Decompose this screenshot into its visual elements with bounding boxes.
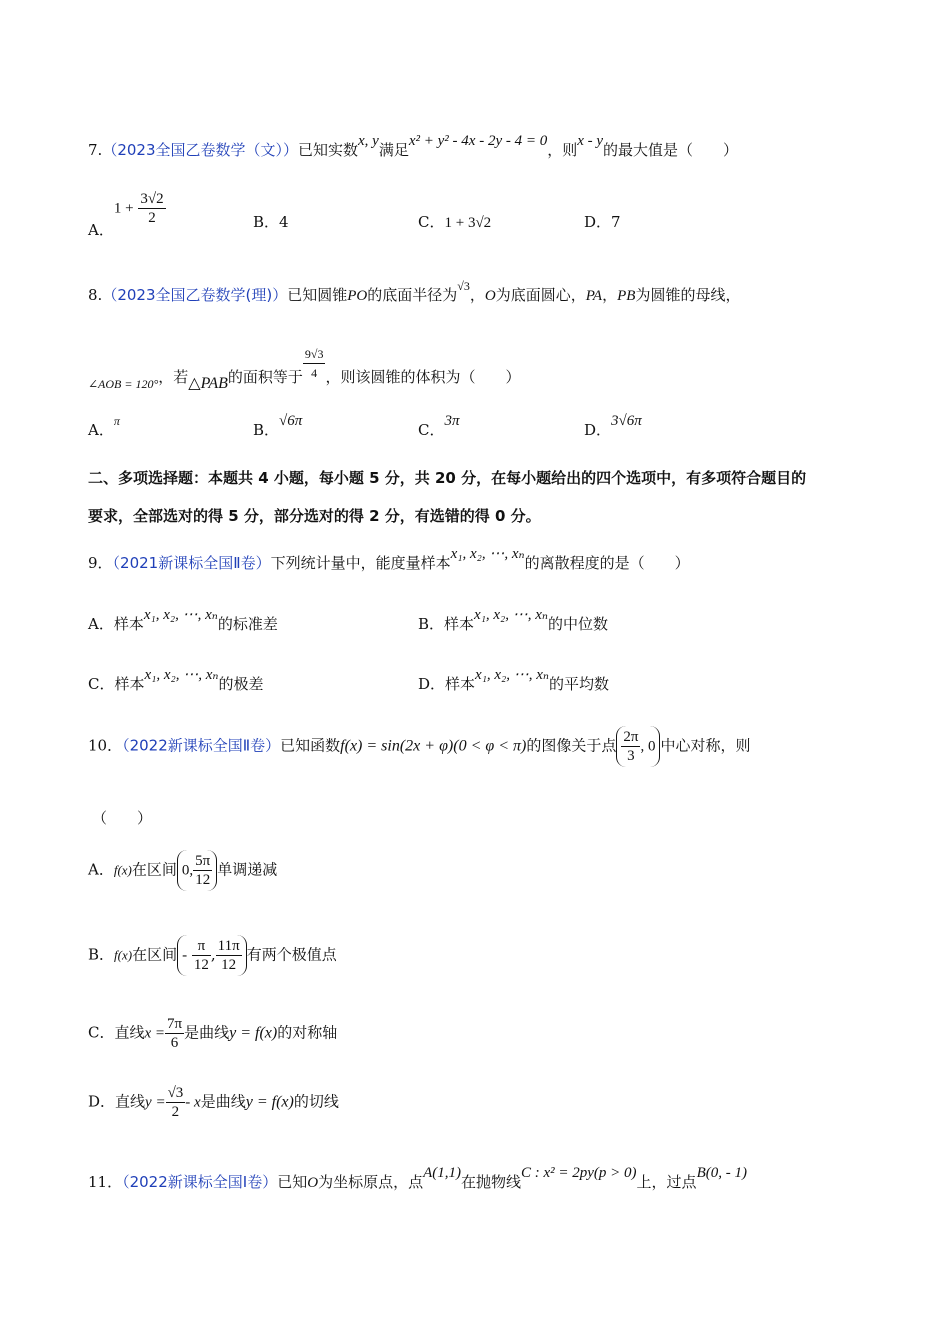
q10-option-b-interval [177, 935, 247, 976]
q9-option-b-post: 的中位数 [548, 615, 609, 633]
q10-text-1: 已知函数 [280, 736, 341, 755]
q9-option-a-pre: A．样本 [88, 615, 144, 633]
q8-text-4: 为底面圆心， [495, 286, 586, 304]
q8-option-a-label: A． [88, 421, 114, 439]
q11-text-4: 上，过点 [636, 1173, 697, 1191]
q8-stem-line1 [88, 279, 741, 306]
q9-text-2: 的离散程度的是（ ） [524, 554, 690, 572]
q8-option-d [584, 413, 642, 441]
q11-text-3: 在抛物线 [460, 1173, 521, 1191]
q9-option-a-post: 的标准差 [217, 615, 278, 633]
q7-stem [88, 133, 739, 161]
q8-option-a-math: π [113, 414, 120, 428]
q9-option-a [88, 607, 278, 635]
q9-number: 9． [88, 554, 113, 572]
q7-option-a-denominator: 2 [148, 210, 156, 226]
section2-heading-line2: 要求，全部选对的得 5 分，部分选对的得 2 分，有选错的得 0 分。 [88, 507, 541, 525]
q9-option-b-pre: B．样本 [418, 615, 475, 633]
q8-text-8: ，则该圆锥的体积为（ ） [325, 367, 521, 386]
q10-option-b-mid: 在区间 [132, 945, 178, 964]
q8-text-2: 的底面半径为 [367, 286, 458, 304]
q9-option-c-pre: C．样本 [88, 675, 145, 693]
q8-text-6: ，若 [158, 367, 189, 386]
q8-text-3: ， [469, 286, 485, 304]
q8-option-b [253, 413, 303, 441]
q7-equation: x² + y² - 4x - 2y - 4 = 0 [408, 133, 548, 149]
q8-source: （2023全国乙卷数学(理)） [102, 286, 288, 304]
q8-option-c [418, 413, 460, 441]
q8-triangle: △PAB [188, 374, 228, 392]
q8-number: 8. [88, 286, 103, 304]
q10-text-2: 的图像关于点 [526, 736, 617, 755]
q8-stem-line2 [88, 345, 521, 392]
q10-option-d-mid: 是曲线 [200, 1092, 246, 1111]
q10-source: （2022新课标全国Ⅱ卷） [122, 736, 281, 755]
q10-option-d-denominator: 2 [171, 1104, 180, 1120]
q10-option-c-x: x = [144, 1025, 166, 1042]
q8-angle: ∠AOB = 120° [88, 376, 159, 391]
q8-option-c-label: C． [418, 421, 445, 439]
q7-option-a-numerator: 3√2 [140, 191, 164, 207]
q10-option-b-fraction-2 [216, 937, 242, 974]
q10-function: f(x) = sin(2x + φ)(0 < φ < π) [340, 737, 527, 755]
q11-number: 11． [88, 1173, 123, 1191]
q10-option-c-denominator: 6 [170, 1035, 179, 1051]
q7-expression: x - y [577, 133, 604, 149]
q8-option-b-label: B． [253, 421, 280, 439]
q8-option-d-math: 3√6π [611, 413, 642, 429]
q9-sequence: x₁, x₂, ⋯, xₙ [450, 546, 525, 562]
q7-option-b: B．4 [253, 213, 289, 231]
q8-po: PO [347, 288, 368, 304]
q10-point-y: , 0 [640, 738, 656, 755]
q10-option-a [88, 850, 277, 891]
q10-option-b-denominator-2: 12 [221, 957, 237, 973]
q9-option-d-sequence: x₁, x₂, ⋯, xₙ [475, 667, 550, 683]
q8-pa: PA [585, 288, 603, 304]
q10-option-d-label: D．直线 [88, 1092, 146, 1111]
q10-option-b-f: f(x) [114, 947, 133, 963]
q11-parabola: C : x² = 2py(p > 0) [521, 1165, 637, 1181]
q10-option-c-numerator: 7π [167, 1016, 183, 1032]
q10-option-a-denominator: 12 [195, 872, 211, 888]
q11-point-b: B(0, - 1) [696, 1165, 747, 1181]
section2-heading-line1: 二、多项选择题：本题共 4 小题，每小题 5 分，共 20 分，在每小题给出的四个选项中，有多项符合题目的 [88, 469, 807, 487]
q10-option-a-label: A． [88, 860, 114, 879]
q10-option-a-numerator: 5π [195, 853, 211, 869]
q10-option-d-curve: y = f(x) [245, 1093, 294, 1111]
q10-option-c-post: 的对称轴 [277, 1023, 338, 1042]
q9-option-b [418, 607, 609, 635]
q7-text-4: 的最大值是（ ） [603, 141, 739, 159]
q10-point-fraction [621, 728, 640, 765]
q8-comma: ， [602, 286, 618, 304]
q11-point-a: A(1,1) [423, 1165, 461, 1181]
q7-text-2: 满足 [378, 141, 409, 159]
q11-o: O [307, 1175, 319, 1191]
q7-option-c-math: 1 + 3√2 [444, 215, 492, 231]
q11-text-1: 已知 [277, 1173, 308, 1191]
q10-answer-blank: （ ） [92, 809, 153, 827]
q9-option-d-post: 的平均数 [549, 675, 610, 693]
q8-text-5: 为圆锥的母线， [635, 286, 741, 304]
q11-text-2: 为坐标原点，点 [318, 1173, 424, 1191]
q10-option-b-negative: - [182, 947, 188, 964]
q8-o: O [484, 288, 496, 304]
q10-option-c-curve: y = f(x) [229, 1024, 278, 1042]
q9-option-c-sequence: x₁, x₂, ⋯, xₙ [144, 667, 219, 683]
q10-option-a-interval [177, 850, 217, 891]
q7-option-a-label: A． [88, 220, 114, 239]
q9-option-a-sequence: x₁, x₂, ⋯, xₙ [143, 607, 218, 623]
q10-point-numerator: 2π [623, 729, 639, 745]
q10-point [616, 726, 660, 767]
q11-stem [88, 1165, 747, 1193]
q9-option-d [418, 667, 610, 695]
q10-option-a-post: 单调递减 [217, 860, 278, 879]
q7-text-1: 已知实数 [298, 141, 359, 159]
q10-option-a-start: 0, [181, 862, 194, 879]
q10-option-d-post: 的切线 [293, 1092, 339, 1111]
q10-stem [88, 726, 750, 767]
q10-option-c-mid: 是曲线 [184, 1023, 230, 1042]
q10-option-a-f: f(x) [113, 862, 132, 878]
q8-option-b-math: √6π [279, 413, 303, 429]
q9-option-b-sequence: x₁, x₂, ⋯, xₙ [474, 607, 549, 623]
q10-option-b-numerator-2: 11π [217, 938, 240, 954]
q10-option-c-fraction [165, 1015, 184, 1052]
q8-area-numerator: 9√3 [303, 345, 326, 364]
q7-option-a-fraction [138, 190, 165, 227]
q10-point-denominator: 3 [627, 748, 635, 764]
q10-option-c [88, 1015, 337, 1052]
q8-text-7: 的面积等于 [227, 367, 303, 386]
q7-option-a-pre: 1 + [113, 200, 134, 217]
q7-option-c-label: C． [418, 213, 445, 231]
q10-option-d [88, 1084, 339, 1121]
q7-option-c [418, 212, 491, 233]
q8-option-c-math: 3π [444, 413, 460, 429]
q10-option-b-separator: , [210, 945, 216, 964]
q7-source: （2023全国乙卷数学（文）） [102, 141, 298, 159]
q7-xy: x, y [358, 133, 379, 149]
q10-option-a-fraction [193, 852, 212, 889]
q10-option-b-denominator-1: 12 [193, 957, 209, 973]
q8-option-a [88, 414, 120, 441]
q10-option-b-post: 有两个极值点 [246, 945, 337, 964]
q11-source: （2022新课标全国Ⅰ卷） [122, 1173, 278, 1191]
q7-number: 7. [88, 141, 103, 159]
q7-option-a [88, 190, 166, 239]
q10-option-d-x: - x [185, 1094, 201, 1111]
q8-radius: √3 [457, 279, 470, 293]
q8-area-fraction [303, 345, 326, 382]
q10-number: 10． [88, 736, 123, 755]
q10-option-b-label: B． [88, 945, 115, 964]
q10-option-d-y: y = [145, 1094, 166, 1111]
q8-pb: PB [617, 288, 636, 304]
q7-text-3: ，则 [547, 141, 578, 159]
q8-area-denominator: 4 [311, 366, 318, 380]
q10-text-3: 中心对称，则 [660, 736, 751, 755]
q9-option-d-pre: D．样本 [418, 675, 476, 693]
q10-option-b-numerator-1: π [192, 937, 211, 956]
q9-source: （2021新课标全国Ⅱ卷） [112, 554, 271, 572]
q9-text-1: 下列统计量中，能度量样本 [270, 554, 451, 572]
q10-option-a-mid: 在区间 [131, 860, 177, 879]
q8-option-d-label: D． [584, 421, 612, 439]
q9-option-c [88, 667, 264, 695]
q10-option-d-numerator: √3 [167, 1085, 184, 1101]
q10-option-d-fraction [166, 1084, 186, 1121]
q10-option-b-fraction-1 [192, 937, 211, 974]
q10-option-b [88, 935, 337, 976]
q10-option-c-label: C．直线 [88, 1023, 145, 1042]
q9-stem [88, 546, 690, 574]
q8-text-1: 已知圆锥 [287, 286, 348, 304]
q7-option-d: D．7 [584, 213, 621, 231]
q9-option-c-post: 的极差 [218, 675, 264, 693]
